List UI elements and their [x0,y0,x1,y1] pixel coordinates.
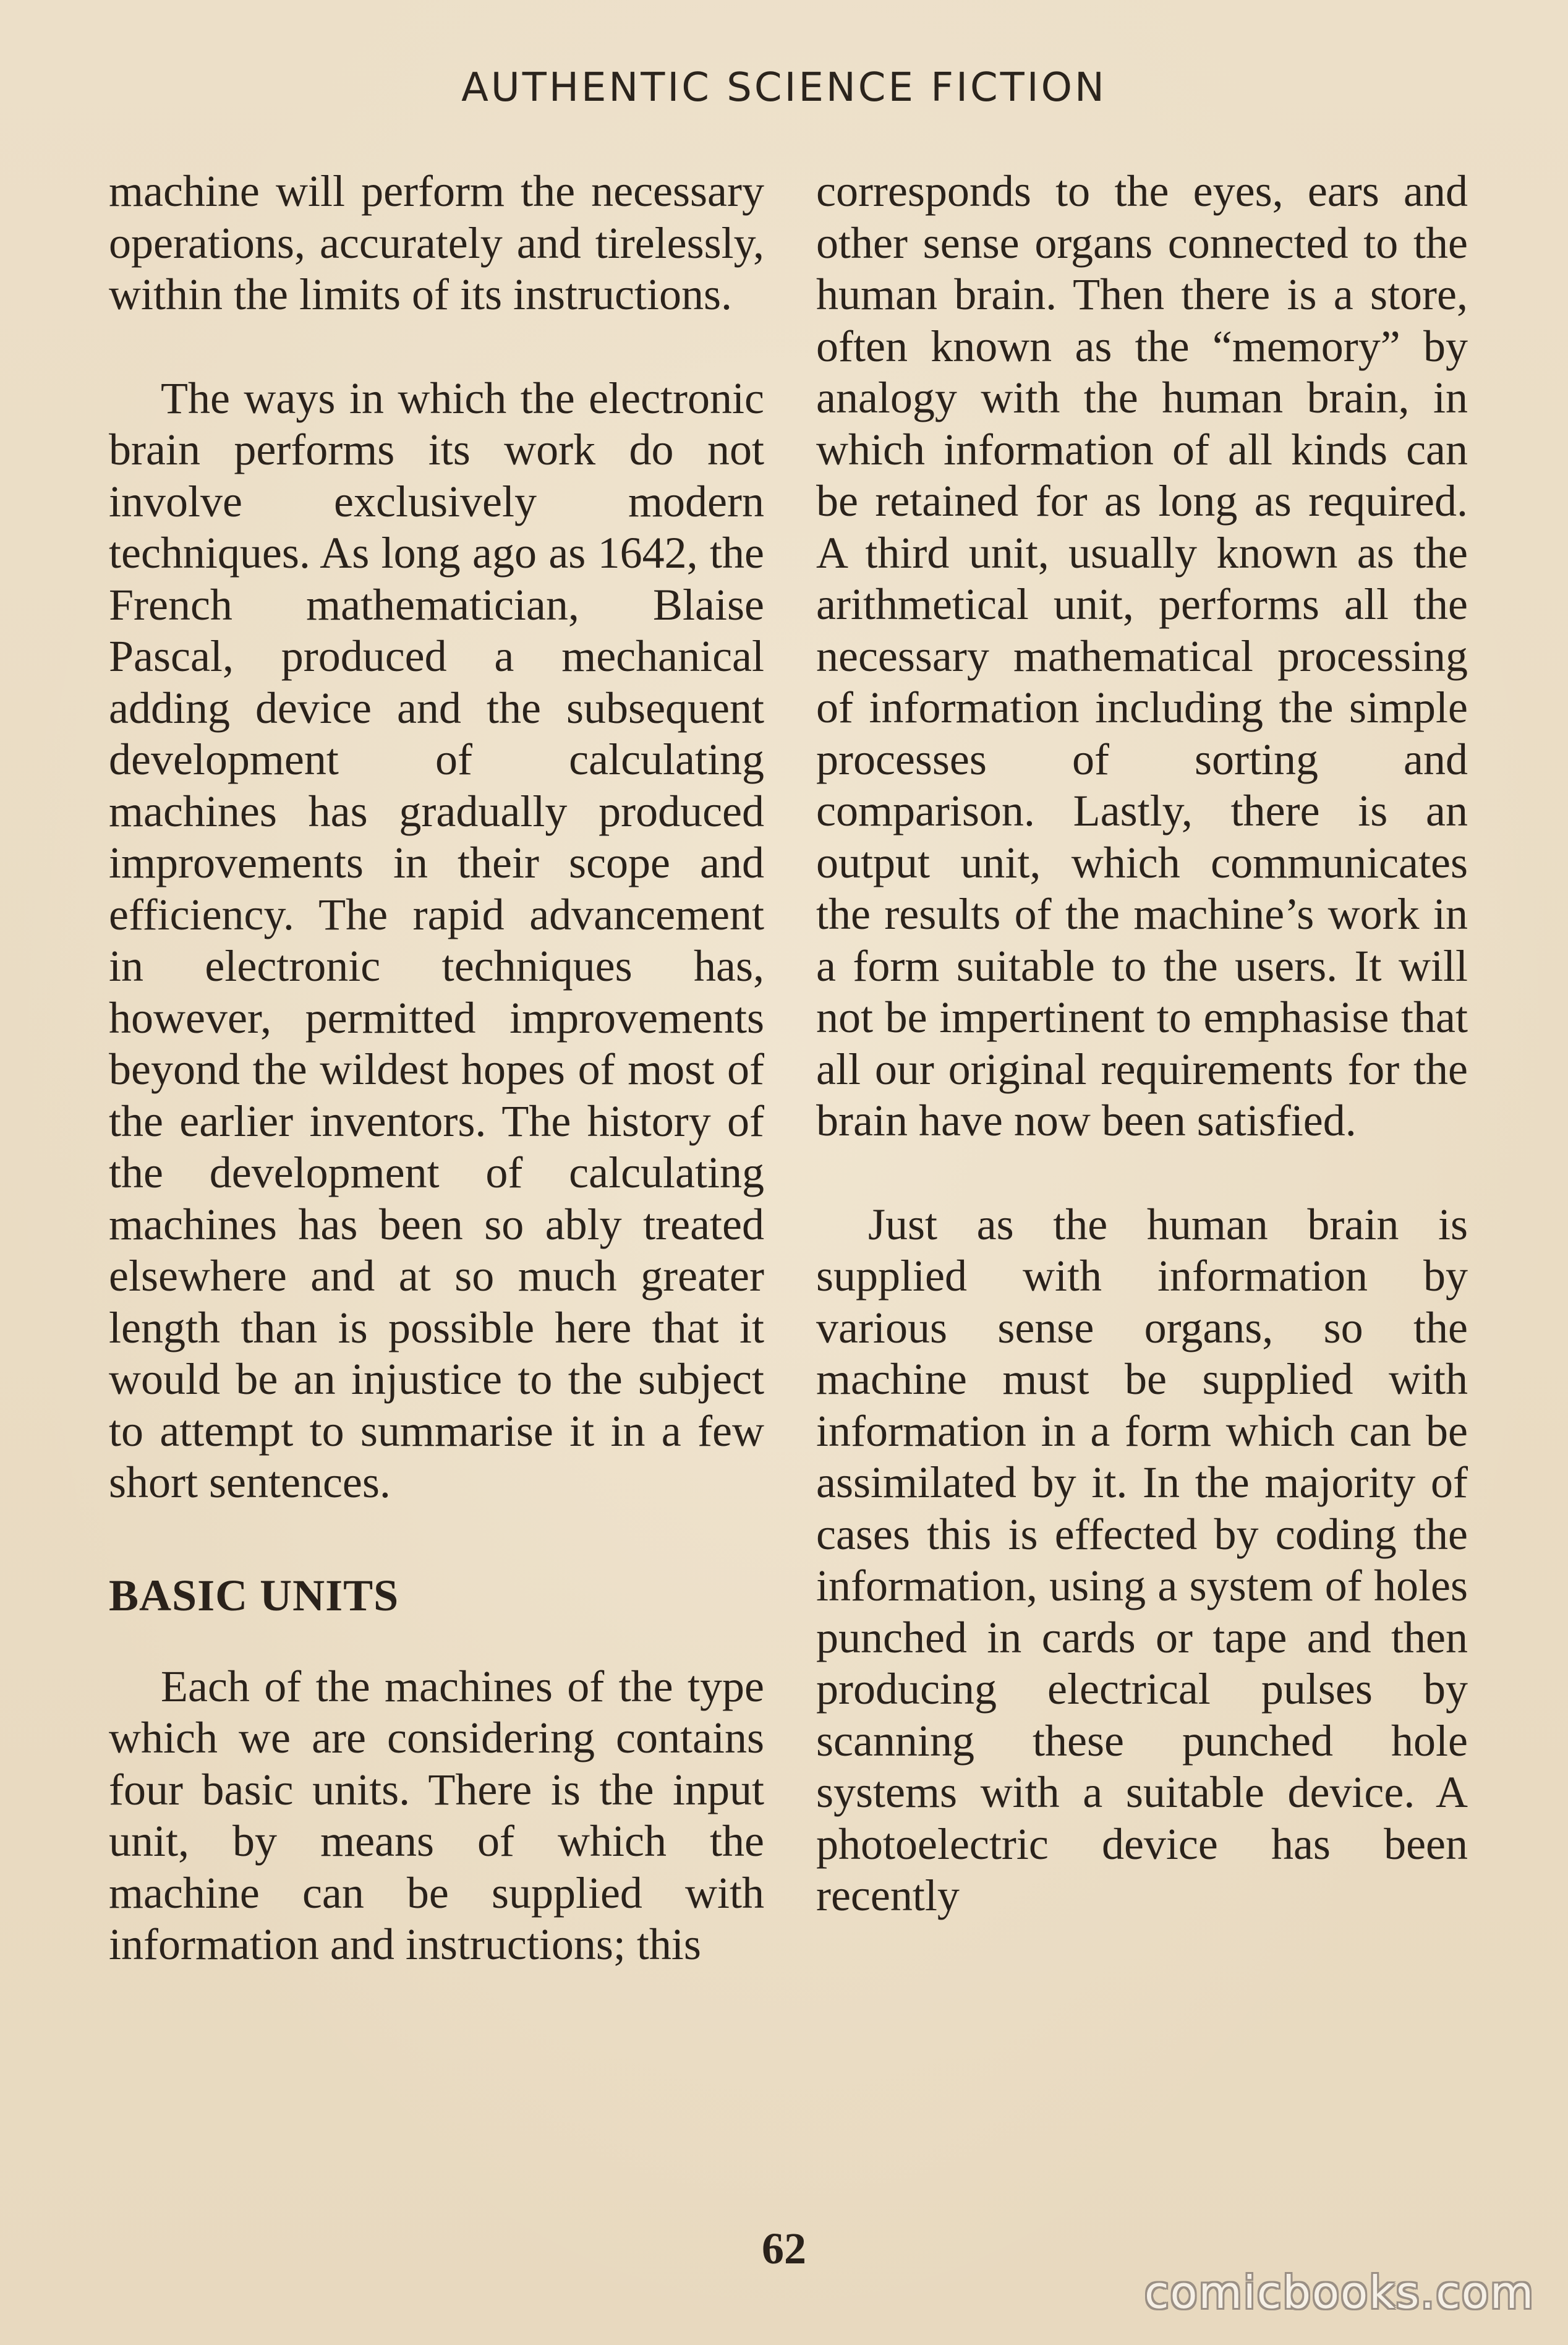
left-column [109,166,764,1971]
left-paragraph-3: Each of the machines of the type which we are considering contains four basic units. There is the input unit, by means of which the machine can be supplied with information and instructions; this [109,1661,764,1969]
section-heading: BASIC UNITS [109,1570,399,1620]
left-paragraph-1: machine will perform the necessary operations, accurately and tirelessly, within the limits of its instructions. [109,166,764,319]
right-paragraph-1: corresponds to the eyes, ears and other sense organs connected to the human brain. Then there is a store, often known as the “memory” by analogy with the human brain, in which information of all kinds can be retained for as long as required. A third unit, usually known as the arithmetical unit, performs all the necessary mathematical processing of information including the simple processes of sorting and comparison. Lastly, there is an output unit, which communicates the results of the machine’s work in a form suitable to the users. It will not be impertinent to emphasise that all our original requirements for the brain have now been satisfied. [816,166,1468,1145]
page-number: 62 [762,2224,806,2273]
right-column [816,166,1468,1922]
left-paragraph-2: The ways in which the electronic brain performs its work do not involve exclusively modern techniques. As long ago as 1642, the French mathematician, Blaise Pascal, produced a mechanical adding device and the subsequent development of calculating machines has gradually produced improvements in their scope and efficiency. The rapid advancement in electronic techniques has, however, permitted improvements beyond the wildest hopes of most of the earlier inventors. The history of the development of calculating machines has been so ably treated elsewhere and at so much greater length than is possible here that it would be an injustice to the subject to attempt to summarise it in a few short sentences. [109,373,764,1507]
right-paragraph-2: Just as the human brain is supplied with information by various sense organs, so the machine must be supplied with information in a form which can be assimilated by it. In the majority of cases this is effected by coding the information, using a system of holes punched in cards or tape and then producing electrical pulses by scanning these punched hole systems with a suitable device. A photoelectric device has been recently [816,1199,1468,1920]
running-head: AUTHENTIC SCIENCE FICTION [461,65,1107,111]
watermark: comicbooks.com [1144,2266,1535,2318]
